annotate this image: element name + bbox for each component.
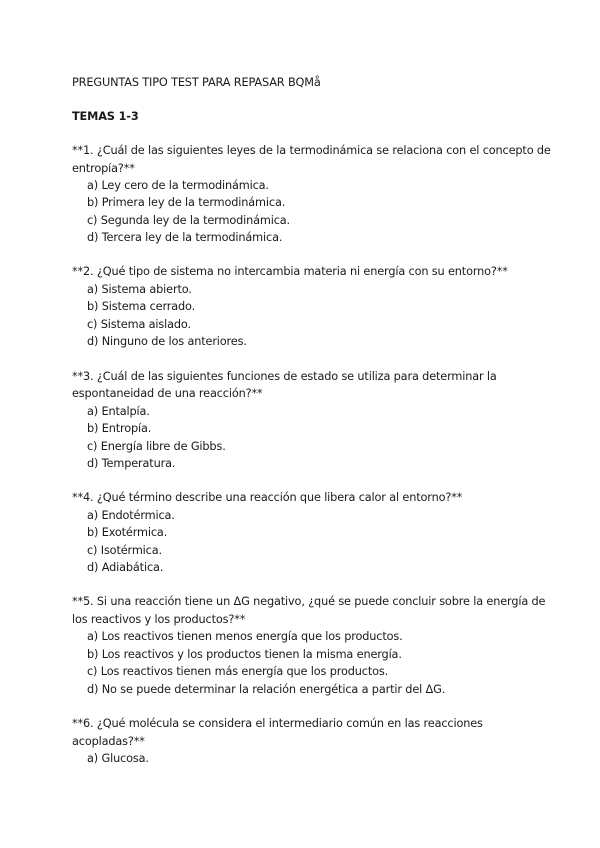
- document-title: PREGUNTAS TIPO TEST PARA REPASAR BQMå: [72, 76, 321, 89]
- question-3-option-c: c) Energía libre de Gibbs.: [87, 440, 226, 453]
- question-2-option-a: a) Sistema abierto.: [87, 283, 192, 296]
- question-1-option-d: d) Tercera ley de la termodinámica.: [87, 231, 283, 244]
- question-4-option-b: b) Exotérmica.: [87, 526, 168, 539]
- question-4-option-c: c) Isotérmica.: [87, 544, 162, 557]
- question-6-text: **6. ¿Qué molécula se considera el intermediario común en las reacciones: [72, 717, 483, 730]
- question-5-text: **5. Si una reacción tiene un ΔG negativo, ¿qué se puede concluir sobre la energía de: [72, 595, 546, 608]
- question-1-text: **1. ¿Cuál de las siguientes leyes de la termodinámica se relaciona con el concepto de: [72, 144, 551, 157]
- question-5-option-a: a) Los reactivos tienen menos energía que los productos.: [87, 630, 403, 643]
- question-1-option-a: a) Ley cero de la termodinámica.: [87, 179, 269, 192]
- question-6-option-a: a) Glucosa.: [87, 752, 149, 765]
- question-3-option-d: d) Temperatura.: [87, 457, 176, 470]
- question-3-text: **3. ¿Cuál de las siguientes funciones de estado se utiliza para determinar la: [72, 370, 497, 383]
- question-2-text: **2. ¿Qué tipo de sistema no intercambia materia ni energía con su entorno?**: [72, 265, 508, 278]
- question-2-option-d: d) Ninguno de los anteriores.: [87, 335, 247, 348]
- question-2-option-c: c) Sistema aislado.: [87, 318, 191, 331]
- question-6-text: acopladas?**: [72, 735, 145, 748]
- section-heading: TEMAS 1-3: [72, 110, 139, 123]
- question-2-option-b: b) Sistema cerrado.: [87, 300, 196, 313]
- question-4-option-a: a) Endotérmica.: [87, 509, 175, 522]
- question-1-text: entropía?**: [72, 162, 135, 175]
- question-5-option-c: c) Los reactivos tienen más energía que los productos.: [87, 665, 389, 678]
- question-3-option-a: a) Entalpía.: [87, 405, 150, 418]
- question-5-text: los reactivos y los productos?**: [72, 613, 246, 626]
- question-3-option-b: b) Entropía.: [87, 422, 152, 435]
- question-4-text: **4. ¿Qué término describe una reacción que libera calor al entorno?**: [72, 491, 463, 504]
- question-1-option-b: b) Primera ley de la termodinámica.: [87, 196, 286, 209]
- question-1-option-c: c) Segunda ley de la termodinámica.: [87, 214, 290, 227]
- question-5-option-b: b) Los reactivos y los productos tienen la misma energía.: [87, 648, 402, 661]
- question-5-option-d: d) No se puede determinar la relación energética a partir del ΔG.: [87, 683, 446, 696]
- question-3-text: espontaneidad de una reacción?**: [72, 387, 263, 400]
- question-4-option-d: d) Adiabática.: [87, 561, 164, 574]
